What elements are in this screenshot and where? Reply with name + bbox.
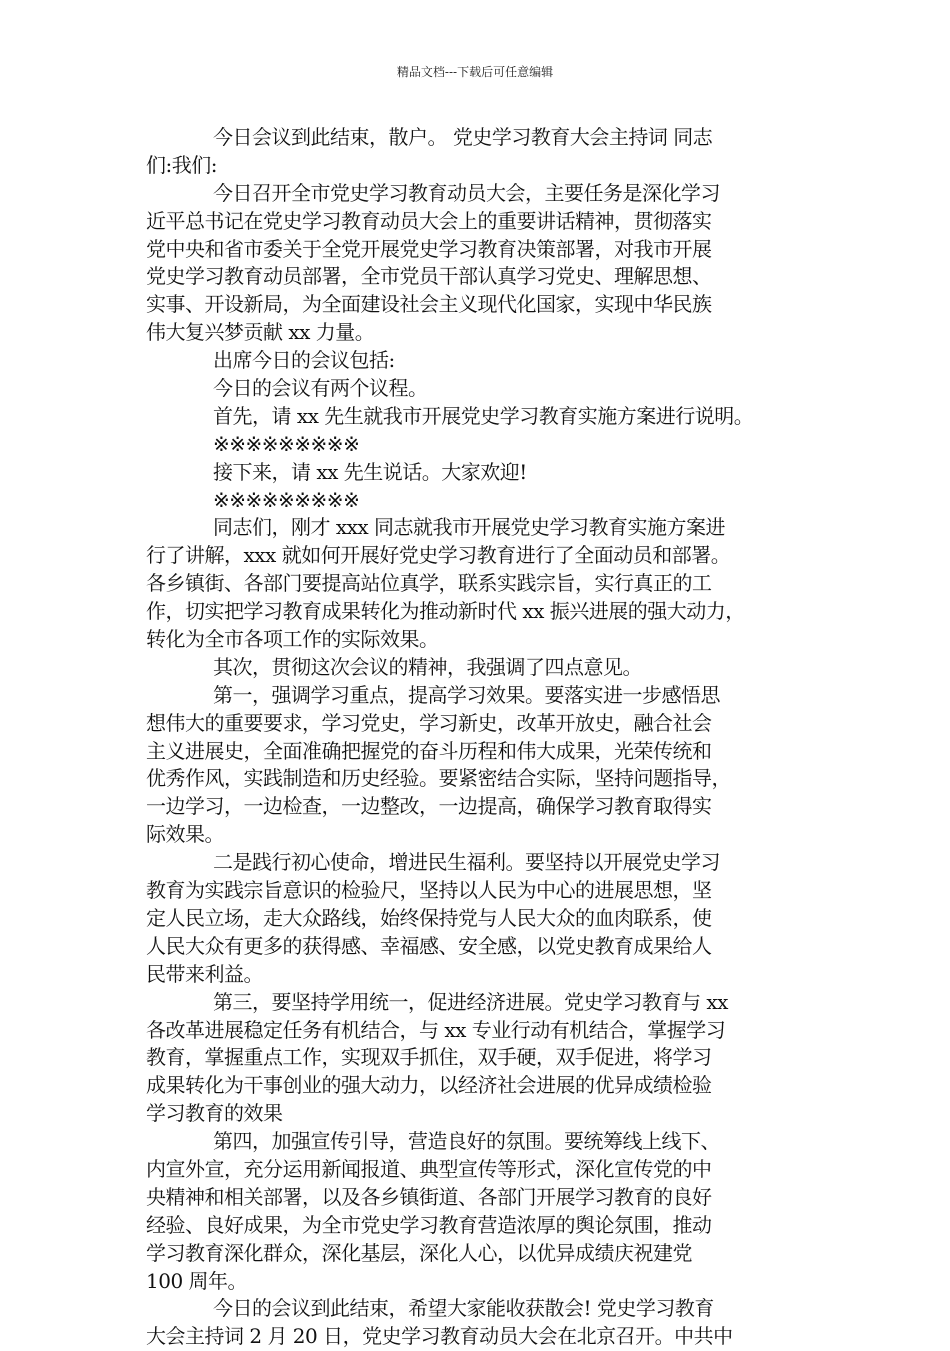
text-line: 转化为全市各项工作的实际效果。 [146, 627, 439, 652]
text-line: 优秀作风，实践制造和历史经验。要紧密结合实际，坚持问题指导， [146, 766, 731, 791]
text-line: 第四，加强宣传引导，营造良好的氛围。要统筹线上线下、 [213, 1129, 720, 1154]
text-line: 各改革进展稳定任务有机结合，与 xx 专业行动有机结合，掌握学习 [146, 1017, 726, 1042]
text-line: ※※※※※※※※※ [213, 487, 360, 512]
text-line: 定人民立场，走大众路线，始终保持党与人民大众的血肉联系，使 [146, 905, 712, 930]
text-line: 际效果。 [146, 822, 224, 847]
page-header: 精品文档---下载后可任意编辑 [396, 65, 554, 79]
document-body [146, 124, 824, 1351]
text-line: 经验、良好成果，为全市党史学习教育营造浓厚的舆论氛围，推动 [146, 1212, 712, 1237]
text-line: ※※※※※※※※※ [213, 431, 360, 456]
text-line: 今日的会议有两个议程。 [213, 376, 428, 401]
text-line: 教育，掌握重点工作，实现双手抓住，双手硬，双手促进，将学习 [146, 1045, 712, 1070]
text-line: 同志们，刚才 xxx 同志就我市开展党史学习教育实施方案进 [213, 515, 726, 540]
text-line: 内宣外宣，充分运用新闻报道、典型宣传等形式，深化宣传党的中 [146, 1156, 712, 1181]
text-line: 近平总书记在党史学习教育动员大会上的重要讲话精神，贯彻落实 [146, 208, 712, 233]
text-line: 民带来利益。 [146, 961, 263, 986]
text-line: 第三，要坚持学用统一，促进经济进展。党史学习教育与 xx [213, 989, 728, 1014]
text-line: 出席今日的会议包括: [213, 348, 395, 373]
text-line: 接下来，请 xx 先生说话。大家欢迎! [213, 459, 527, 484]
text-line: 党中央和省市委关于全党开展党史学习教育决策部署，对我市开展 [146, 236, 712, 261]
text-line: 二是践行初心使命，增进民生福利。要坚持以开展党史学习 [213, 850, 720, 875]
text-line: 伟大复兴梦贡献 xx 力量。 [146, 320, 375, 345]
text-line: 一边学习，一边检查，一边整改，一边提高，确保学习教育取得实 [146, 794, 712, 819]
text-line: 教育为实践宗旨意识的检验尺，坚持以人民为中心的进展思想，坚 [146, 878, 712, 903]
text-line: 各乡镇街、各部门要提高站位真学，联系实践宗旨，实行真正的工 [146, 571, 712, 596]
text-line: 100 周年。 [146, 1268, 248, 1293]
text-line: 们:我们: [146, 152, 217, 177]
text-line: 首先，请 xx 先生就我市开展党史学习教育实施方案进行说明。 [213, 403, 754, 428]
text-line: 央精神和相关部署，以及各乡镇街道、各部门开展学习教育的良好 [146, 1184, 712, 1209]
text-line: 行了讲解，xxx 就如何开展好党史学习教育进行了全面动员和部署。 [146, 543, 731, 568]
text-line: 想伟大的重要要求，学习党史，学习新史，改革开放史，融合社会 [146, 710, 712, 735]
text-line: 人民大众有更多的获得感、幸福感、安全感，以党史教育成果给人 [146, 933, 712, 958]
text-line: 学习教育深化群众，深化基层，深化人心，以优异成绩庆祝建党 [146, 1240, 692, 1265]
text-line: 党史学习教育动员部署，全市党员干部认真学习党史、理解思想、 [146, 264, 712, 289]
text-line: 学习教育的效果 [146, 1101, 283, 1126]
text-line: 作，切实把学习教育成果转化为推动新时代 xx 振兴进展的强大动力， [146, 599, 745, 624]
text-line: 今日会议到此结束，散户。 党史学习教育大会主持词 同志 [213, 125, 713, 149]
text-line: 主义进展史，全面准确把握党的奋斗历程和伟大成果，光荣传统和 [146, 738, 712, 763]
text-line: 其次，贯彻这次会议的精神，我强调了四点意见。 [213, 654, 642, 679]
text-line: 成果转化为干事创业的强大动力，以经济社会进展的优异成绩检验 [146, 1073, 712, 1098]
text-line: 今日的会议到此结束，希望大家能收获散会! 党史学习教育 [213, 1296, 714, 1321]
text-line: 大会主持词 2 月 20 日，党史学习教育动员大会在北京召开。中共中 [146, 1324, 733, 1349]
text-line: 实事、开设新局，为全面建设社会主义现代化国家，实现中华民族 [146, 292, 712, 317]
text-line: 第一，强调学习重点，提高学习效果。要落实进一步感悟思 [213, 682, 720, 707]
text-line: 今日召开全市党史学习教育动员大会，主要任务是深化学习 [213, 180, 720, 205]
